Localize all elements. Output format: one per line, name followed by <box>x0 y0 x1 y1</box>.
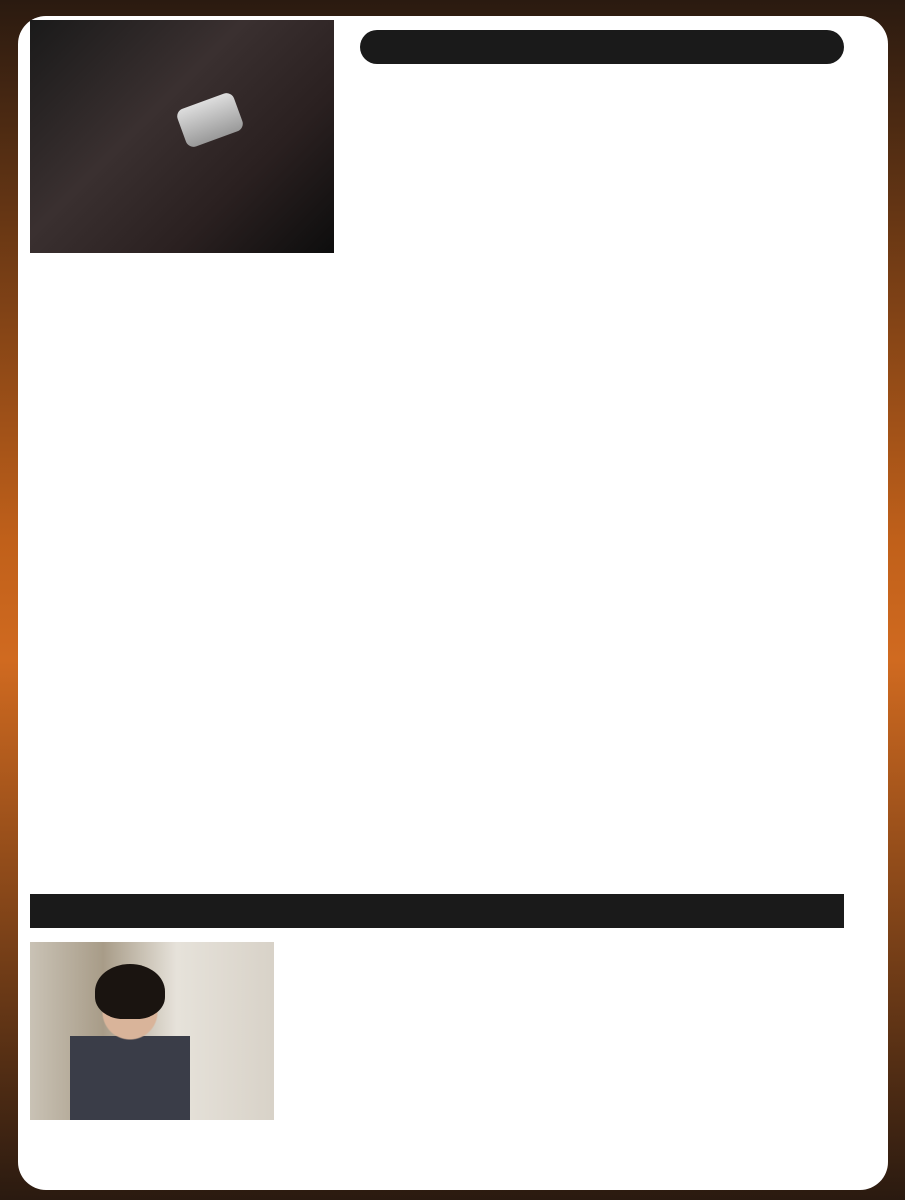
interview-header <box>360 30 844 64</box>
portrait-photo <box>30 942 274 1120</box>
credits <box>831 1146 867 1160</box>
person-hair <box>95 964 165 1019</box>
car-image <box>175 91 245 149</box>
profile-title <box>30 894 844 928</box>
car-chase-photo <box>30 20 334 253</box>
